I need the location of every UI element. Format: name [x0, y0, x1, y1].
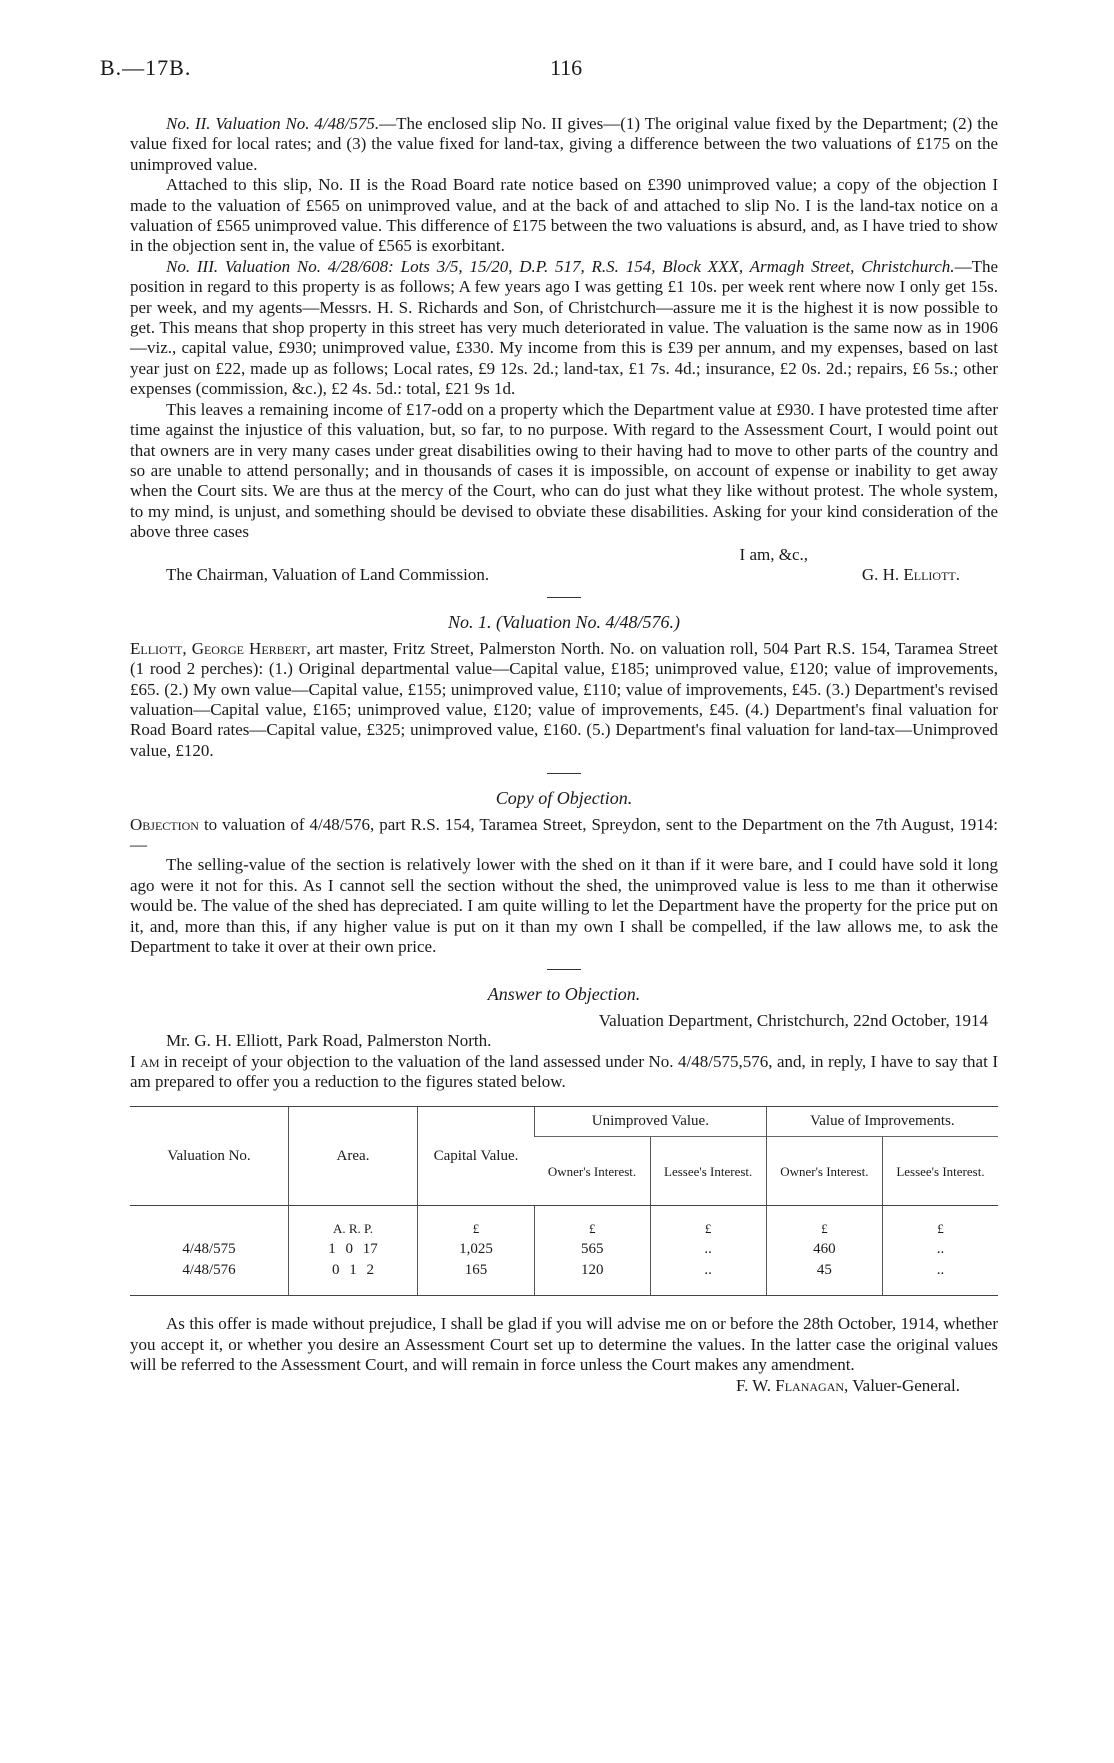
section-divider	[547, 597, 581, 598]
cell-valuation-no: 4/48/576	[130, 1260, 289, 1296]
letter-closing: I am, &c.,	[739, 544, 808, 564]
units-area: A. R. P.	[289, 1206, 418, 1240]
answer-paragraph-2: As this offer is made without prejudice, I shall be glad if you will advise me on or before the 28th October, 1914, whether you accept it, or whether you desire an Assessment Court set up to determine the values. In the latter case the original values will be referred to the Assessment Court, and will remain in force unless the Court makes any amendment.	[130, 1314, 998, 1375]
area-value: 0 1 2	[332, 1262, 374, 1279]
answer-recipient: Mr. G. H. Elliott, Park Road, Palmerston North.	[166, 1031, 492, 1051]
objection-paragraph-1	[130, 815, 998, 856]
letter-paragraph-1	[130, 114, 998, 175]
cell-unimproved-owner: 120	[535, 1260, 651, 1296]
paragraph-text: —The position in regard to this property is as follows; A few years ago I was getting £1 10s. per week rent where now I only get 15s. per week, and my agents—Messrs. H. S. Richards and Son, of Christchurch—assure me it is the highest it is now possible to get. This means that shop property in this street has very much deteriorated in value. The valuation is the same now as in 1906—viz., capital value, £930; unimproved value, £330. My income from this is £39 per annum, and my expenses, based on last year just on £22, made up as follows; Local rates, £9 12s. 2d.; land-tax, £1 7s. 4d.; insurance, £2 0s. 2d.; repairs, £6 5s.; other expenses (commission, &c.), £2 4s. 5d.: total, £21 9s 1d.	[130, 256, 998, 399]
report-reference: B.—17B.	[100, 55, 192, 80]
units-currency: £	[535, 1206, 651, 1240]
letter-paragraph-2: Attached to this slip, No. II is the Road Board rate notice based on £390 unimproved value; a copy of the objection I made to the valuation of £565 on unimproved value, and at the back of and attached to slip No. I is the land-tax notice on a valuation of £565 unimproved value. This difference of £175 between the two valuations is absurd, and, as I have tried to show in the objection sent in, the value of £565 is exorbitant.	[130, 175, 998, 256]
col-unimproved-owner: Owner's Interest.	[535, 1137, 651, 1206]
cell-area	[289, 1260, 418, 1296]
col-capital-value: Capital Value.	[418, 1107, 535, 1206]
letter-paragraph-3	[130, 257, 998, 400]
lead-word: Objection	[130, 814, 199, 834]
letter-signature-line	[130, 565, 998, 585]
section-heading-no1: No. 1. (Valuation No. 4/48/576.)	[447, 612, 680, 633]
section-heading-objection: Copy of Objection.	[495, 788, 633, 809]
case-label: No. III. Valuation No. 4/28/608: Lots 3/5, 15/20, D.P. 517, R.S. 154, Block XXX, Armagh Street, Christchurch.	[166, 256, 955, 276]
owner-name: Elliott, George Herbert,	[130, 638, 311, 658]
statement-text: art master, Fritz Street, Palmerston North. No. on valuation roll, 504 Part R.S. 154, Taramea Street (1 rood 2 perches): (1.) Original departmental value—Capital value, £185; unimproved value, £120; value of improvements, £65. (2.) My own value—Capital value, £155; unimproved value, £110; value of improvements, £45. (3.) Department's revised valuation—Capital value, £165; unimproved value, £120; value of improvements, £45. (4.) Department's final valuation for Road Board rates—Capital value, £325; unimproved value, £160. (5.) Department's final valuation for land-tax—Unimproved value, £120.	[130, 638, 998, 760]
page-body	[130, 114, 998, 1396]
area-value: 1 0 17	[328, 1241, 378, 1258]
valuation-statement	[130, 639, 998, 761]
units-currency: £	[882, 1206, 998, 1240]
col-group-improvements: Value of Improvements.	[766, 1107, 998, 1137]
cell-unimproved-lessee: ..	[650, 1260, 766, 1296]
signer-title: Valuer-General.	[852, 1375, 960, 1395]
cell-capital: 165	[418, 1260, 535, 1296]
col-group-unimproved: Unimproved Value.	[535, 1107, 767, 1137]
cell-improvements-lessee: ..	[882, 1239, 998, 1260]
section-heading-answer: Answer to Objection.	[487, 984, 641, 1005]
col-unimproved-lessee: Lessee's Interest.	[650, 1137, 766, 1206]
units-cell	[130, 1206, 289, 1240]
col-valuation-no: Valuation No.	[130, 1107, 289, 1206]
cell-improvements-owner: 45	[766, 1260, 882, 1296]
col-improvements-owner: Owner's Interest.	[766, 1137, 882, 1206]
page-number: 116	[550, 55, 583, 80]
table-row	[130, 1239, 998, 1260]
cell-improvements-owner: 460	[766, 1239, 882, 1260]
cell-improvements-lessee: ..	[882, 1260, 998, 1296]
col-area: Area.	[289, 1107, 418, 1206]
cell-capital: 1,025	[418, 1239, 535, 1260]
addressee: The Chairman, Valuation of Land Commission.	[166, 564, 490, 584]
cell-unimproved-owner: 565	[535, 1239, 651, 1260]
paragraph-text: to valuation of 4/48/576, part R.S. 154, Taramea Street, Spreydon, sent to the Department on the 7th August, 1914:—	[130, 814, 998, 854]
section-divider	[547, 773, 581, 774]
cell-unimproved-lessee: ..	[650, 1239, 766, 1260]
answer-signature	[130, 1376, 998, 1396]
units-row	[130, 1206, 998, 1240]
col-improvements-lessee: Lessee's Interest.	[882, 1137, 998, 1206]
units-currency: £	[766, 1206, 882, 1240]
units-currency: £	[418, 1206, 535, 1240]
section-divider	[547, 969, 581, 970]
cell-area	[289, 1239, 418, 1260]
signer-name: F. W. Flanagan,	[735, 1375, 849, 1395]
table-row	[130, 1260, 998, 1296]
units-currency: £	[650, 1206, 766, 1240]
signature: G. H. Elliott.	[861, 564, 960, 584]
objection-paragraph-2: The selling-value of the section is relatively lower with the shed on it than if it were bare, and I could have sold it long ago were it not for this. As I cannot sell the section without the shed, the unimproved value is less to me than it otherwise would be. The value of the shed has depreciated. I am quite willing to let the Department have the property for the price put on it, and, more than this, if any higher value is put on it than my own I shall be compelled, if the law allows me, to ask the Department to take it over at their own price.	[130, 855, 998, 957]
case-label: No. II. Valuation No. 4/48/575.	[166, 114, 380, 133]
answer-dateline: Valuation Department, Christchurch, 22nd October, 1914	[598, 1010, 988, 1030]
letter-paragraph-4: This leaves a remaining income of £17-odd on a property which the Department value at £930. I have protested time after time against the injustice of this valuation, but, so far, to no purpose. With regard to the Assessment Court, I would point out that owners are in very many cases under great disabilities owing to their having had to move to other parts of the country and so are unable to attend personally; and in thousands of cases it is impossible, on account of expense or inability to get away when the Court sits. We are thus at the mercy of the Court, who can do just what they like without protest. The whole system, to my mind, is unjust, and something should be devised to obviate these disabilities. Asking for your kind consideration of the above three cases	[130, 399, 998, 542]
valuation-table	[130, 1106, 998, 1296]
paragraph-text: —The enclosed slip No. II gives—(1) The original value fixed by the Department; (2) the value fixed for local rates; and (3) the value fixed for land-tax, giving a difference between the two valuations of £175 on the unimproved value.	[130, 114, 998, 174]
paragraph-text: in receipt of your objection to the valuation of the land assessed under No. 4/48/575,576, and, in reply, I have to say that I am prepared to offer you a reduction to the figures stated below.	[130, 1051, 998, 1092]
cell-valuation-no: 4/48/575	[182, 1241, 236, 1258]
lead-word: I am	[130, 1051, 160, 1071]
answer-paragraph-1	[130, 1052, 998, 1093]
